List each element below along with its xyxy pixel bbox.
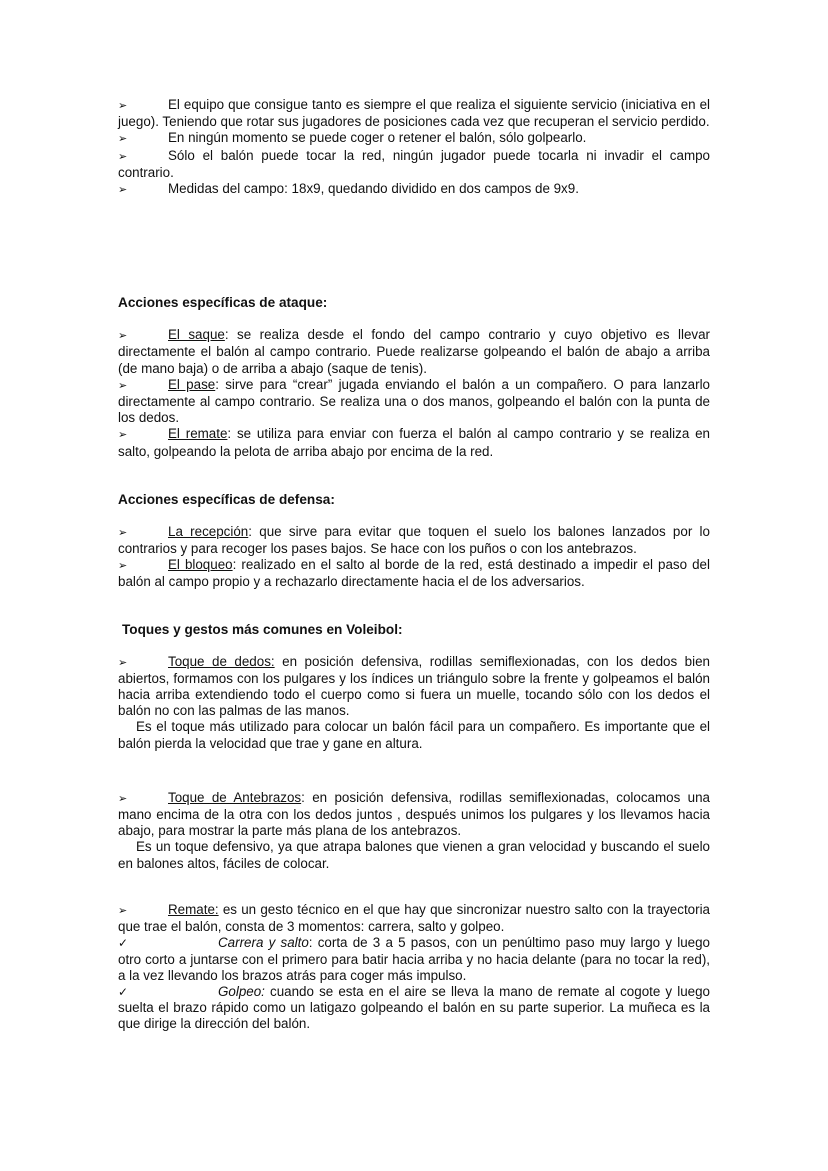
defensa-heading: Acciones específicas de defensa:	[118, 491, 335, 507]
arrow-bullet-icon: ➢	[118, 379, 128, 392]
arrow-bullet-icon: ➢	[118, 792, 128, 805]
intro-bullet-4: ➢ Medidas del campo: 18x9, quedando dividido en dos campos de 9x9.	[118, 181, 710, 198]
remate-subitem-golpeo: ✓ Golpeo: cuando se esta en el aire se lleva la mano de remate al cogote y luego suelta el brazo rápido como un latigazo golpeando el balón en su parte superior. La muñeca es la que dirige la dirección del balón.	[118, 983, 710, 1032]
arrow-bullet-icon: ➢	[118, 656, 128, 669]
arrow-bullet-icon: ➢	[118, 133, 128, 146]
arrow-bullet-icon: ➢	[118, 429, 128, 442]
remate-subitem-carrera: ✓ Carrera y salto: corta de 3 a 5 pasos, con un penúltimo paso muy largo y luego otro corto a juntarse con el primero para batir hacia arriba y no hacia delante (para no tocar la red), a la vez llevando los brazos atrás para coger más impulso.	[118, 935, 710, 983]
defensa-item-bloqueo: ➢ El bloqueo: realizado en el salto al borde de la red, está destinado a impedir el paso del balón al campo propio y a rechazarlo directamente hacia el de los adversarios.	[118, 557, 710, 590]
ataque-heading: Acciones específicas de ataque:	[118, 295, 328, 311]
ataque-item-saque: ➢ El saque: se realiza desde el fondo del campo contrario y cuyo objetivo es llevar directamente el balón al campo contrario. Puede realizarse golpeando el balón de abajo a arriba (de mano baja) o de arriba a abajo (saque de tenis).	[118, 327, 710, 376]
ataque-item-pase: ➢ El pase: sirve para “crear” jugada enviando el balón a un compañero. O para lanzarlo directamente al campo contrario. Se realiza una o dos manos, golpeando el balón con la punta de los dedos.	[118, 376, 711, 426]
arrow-bullet-icon: ➢	[118, 526, 128, 539]
toque-antebrazos: ➢ Toque de Antebrazos: en posición defensiva, rodillas semiflexionadas, colocamos una mano encima de la otra con los dedos juntos , después unimos los pulgares y los llevamos hacia abajo, para mostrar la parte más plana de los antebrazos.	[118, 789, 710, 839]
toque-antebrazos-note: Es un toque defensivo, ya que atrapa balones que vienen a gran velocidad y buscando el suelo en balones altos, fáciles de colocar.	[118, 839, 710, 871]
document-body	[118, 97, 710, 1033]
remate-item: ➢ Remate: es un gesto técnico en el que hay que sincronizar nuestro salto con la trayectoria que trae el balón, consta de 3 momentos: carrera, salto y golpeo.	[118, 901, 710, 935]
ataque-item-remate: ➢ El remate: se utiliza para enviar con fuerza el balón al campo contrario y se realiza en salto, golpeando la pelota de arriba abajo por encima de la red.	[118, 426, 710, 459]
toque-dedos: ➢ Toque de dedos: en posición defensiva, rodillas semiflexionadas, con los dedos bien abiertos, formamos con los pulgares y los índices un triángulo sobre la frente y golpeamos el balón hacia arriba extendiendo todo el cuerpo como si fuera un muelle, tocando sólo con los dedos el balón no con las palmas de las manos.	[118, 653, 710, 719]
toques-heading: Toques y gestos más comunes en Voleibol:	[122, 621, 403, 637]
check-bullet-icon: ✓	[118, 984, 129, 999]
defensa-item-recepcion: ➢ La recepción: que sirve para evitar que toquen el suelo los balones lanzados por lo contrarios y para recoger los pases bajos. Se hace con los puños o con los antebrazos.	[118, 523, 710, 557]
arrow-bullet-icon: ➢	[118, 330, 128, 343]
intro-bullet-3: ➢ Sólo el balón puede tocar la red, ningún jugador puede tocarla ni invadir el campo contrario.	[118, 147, 710, 180]
intro-bullet-2: ➢ En ningún momento se puede coger o retener el balón, sólo golpearlo.	[118, 130, 710, 147]
arrow-bullet-icon: ➢	[118, 150, 128, 163]
intro-bullet-1: ➢ El equipo que consigue tanto es siempre el que realiza el siguiente servicio (iniciativa en el juego). Teniendo que rotar sus jugadores de posiciones cada vez que recuperan el servicio perdido.	[118, 97, 710, 130]
arrow-bullet-icon: ➢	[118, 560, 128, 573]
check-bullet-icon: ✓	[118, 936, 129, 951]
toque-dedos-note: Es el toque más utilizado para colocar un balón fácil para un compañero. Es importante que el balón pierda la velocidad que trae y gane en altura.	[118, 719, 710, 751]
arrow-bullet-icon: ➢	[118, 100, 128, 112]
arrow-bullet-icon: ➢	[118, 904, 128, 917]
arrow-bullet-icon: ➢	[118, 184, 128, 197]
